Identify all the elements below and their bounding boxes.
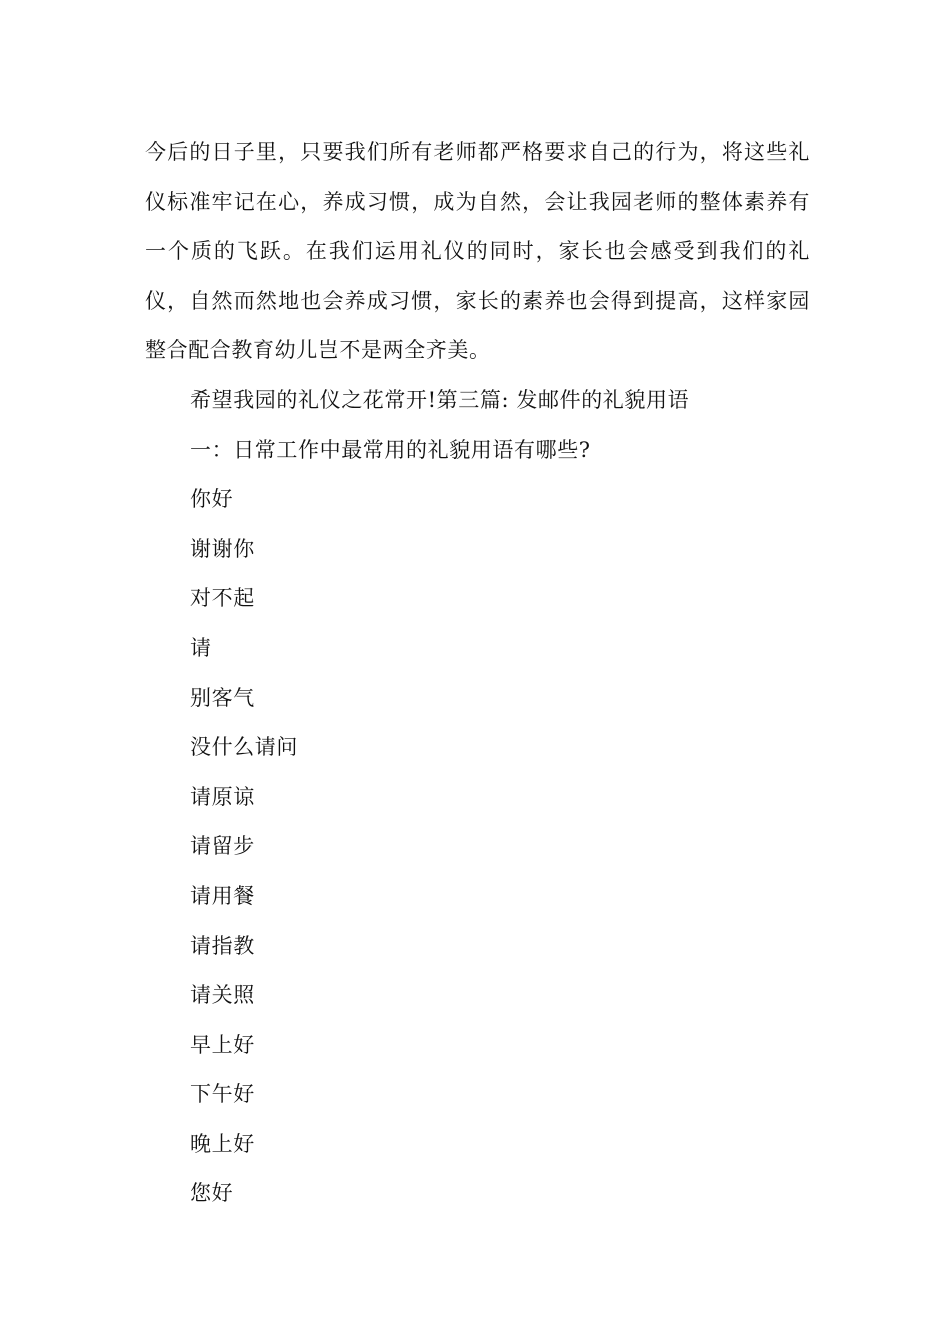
phrase-item: 请用餐 bbox=[190, 883, 255, 908]
body-paragraph: 今后的日子里，只要我们所有老师都严格要求自己的行为，将这些礼仪标准牢记在心，养成习惯，成为自然，会让我园老师的整体素养有一个质的飞跃。在我们运用礼仪的同时，家长也会感受到我们的礼仪，自然而然地也会养成习惯，家长的素养也会得到提高，这样家园整合配合教育幼儿岂不是两全齐美。 bbox=[145, 140, 810, 363]
phrase-item: 请关照 bbox=[190, 983, 255, 1008]
phrase-item: 您好 bbox=[190, 1181, 234, 1206]
phrase-item: 没什么请问 bbox=[190, 735, 298, 760]
phrase-item: 晚上好 bbox=[190, 1131, 255, 1156]
phrase-item: 请原谅 bbox=[190, 784, 255, 809]
section-question: 一：日常工作中最常用的礼貌用语有哪些? bbox=[190, 437, 591, 462]
phrase-item: 谢谢你 bbox=[190, 536, 255, 561]
closing-line: 希望我园的礼仪之花常开!第三篇: 发邮件的礼貌用语 bbox=[190, 387, 690, 412]
phrase-item: 早上好 bbox=[190, 1032, 255, 1057]
phrase-item: 请留步 bbox=[190, 834, 255, 859]
phrase-item: 别客气 bbox=[190, 685, 255, 710]
phrase-item: 请指教 bbox=[190, 933, 255, 958]
phrase-item: 下午好 bbox=[190, 1082, 255, 1107]
phrase-item: 你好 bbox=[190, 487, 234, 512]
phrase-item: 对不起 bbox=[190, 586, 255, 611]
document-page bbox=[145, 128, 810, 1219]
phrase-item: 请 bbox=[190, 635, 212, 660]
